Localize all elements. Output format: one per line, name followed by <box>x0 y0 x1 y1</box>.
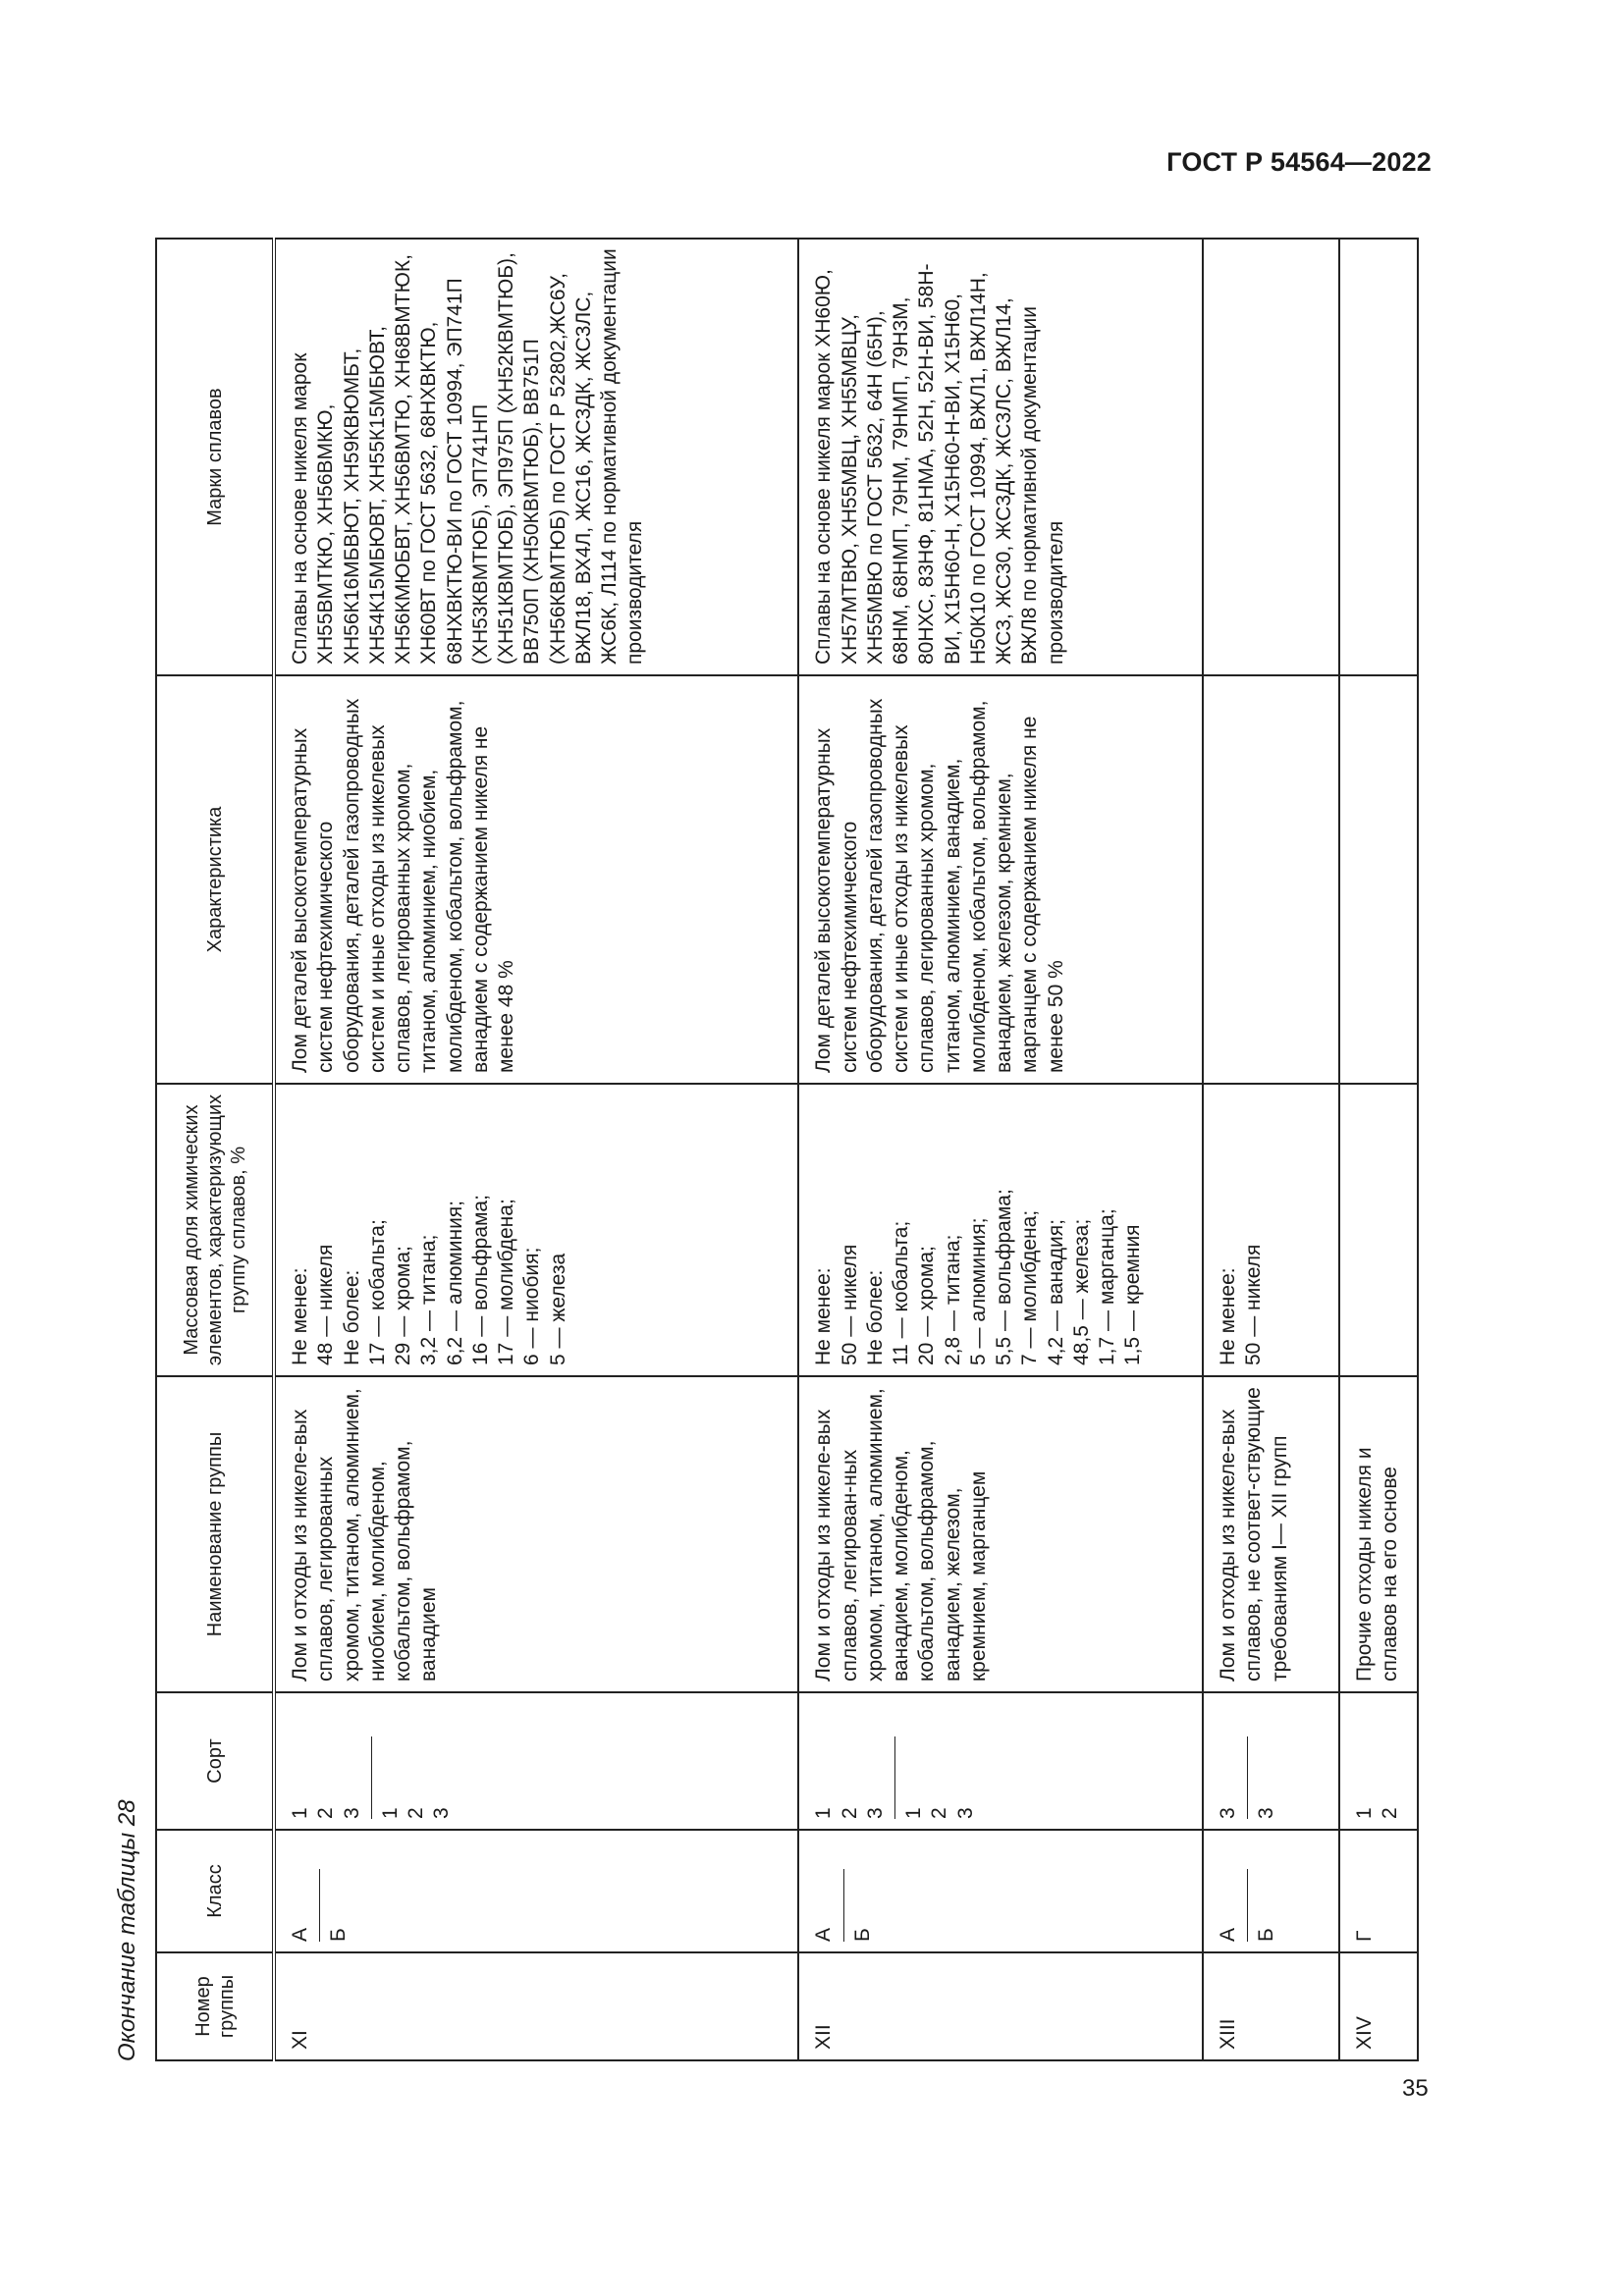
mass-line: 50 — никеля <box>838 1244 861 1365</box>
sort-value: 1 <box>812 1807 836 1819</box>
col-header-mass-fraction: Массовая доля химических элементов, характеризующих группу сплавов, % <box>156 1084 274 1376</box>
col-header-alloy-grades: Марки сплавов <box>156 239 274 675</box>
mass-line: Не менее: <box>1217 1267 1240 1365</box>
alloy-grades-cell: Сплавы на основе никеля марок ХН60Ю, ХН57МТВЮ, ХН55МВЦ, ХН55МВЦУ, ХН55МВЮ по ГОСТ 5632, 64Н (65Н), 68НМ, 68НМП, 79НМ, 79НМП, 79Н3М, 80НХС, 83НФ, 81НМА, 52Н, 52Н-ВИ, 58Н-ВИ, Х15Н60-Н, Х15Н60-Н-ВИ, Х15Н60, Н50К10 по ГОСТ 10994, ВЖЛ1, ВЖЛ14Н, ЖС3, ЖС30, ЖС3ДК, ЖС3ЛС, ВЖЛ14, ВЖЛ8 по нормативной документации производителя <box>798 239 1203 675</box>
sort-value: 2 <box>928 1807 951 1819</box>
mass-line: 29 — хрома; <box>392 1246 414 1365</box>
sort-value: 1 <box>289 1807 311 1819</box>
table-row <box>1339 239 1418 2060</box>
sort-value: 3 <box>863 1807 887 1819</box>
sort-value: 3 <box>953 1807 977 1819</box>
characteristic-cell <box>1339 675 1418 1084</box>
class-cell <box>1339 1830 1418 1952</box>
rotated-table-block <box>108 216 1424 2061</box>
mass-fraction-cell <box>1203 1084 1339 1376</box>
mass-line: 2,8 — титана; <box>941 1234 964 1365</box>
table-header-row <box>156 239 274 2060</box>
mass-line: 48,5 — железа; <box>1069 1218 1093 1365</box>
col-header-characteristic: Характеристика <box>156 675 274 1084</box>
class-a: А <box>289 1927 311 1942</box>
mass-line: 50 — никеля <box>1242 1244 1266 1365</box>
group-name: Лом и отходы из никеле-вых сплавов, легирован-ных хромом, титаном, алюминием, ванадием, молибденом, кобальтом, вольфрамом, ванадием, железом, кремнием, марганцем <box>798 1376 1203 1692</box>
mass-fraction-cell <box>798 1084 1203 1376</box>
mass-line: 5,5 — вольфрама; <box>993 1189 1016 1365</box>
mass-line: 7 — молибдена; <box>1018 1209 1042 1365</box>
group-number: XIII <box>1203 1952 1339 2060</box>
mass-line: Не менее: <box>812 1267 836 1365</box>
mass-line: 11 — кобальта; <box>890 1220 913 1365</box>
mass-line: 5 — алюминия; <box>966 1217 990 1365</box>
group-number: XII <box>798 1952 1203 2060</box>
alloy-groups-table <box>155 238 1419 2061</box>
sort-cell <box>1203 1692 1339 1830</box>
col-header-group-no: Номер группы <box>156 1952 274 2060</box>
mass-line: Не более: <box>863 1269 887 1365</box>
mass-line: 17 — молибдена; <box>495 1199 517 1365</box>
sort-cell <box>274 1692 798 1830</box>
sort-cell <box>798 1692 1203 1830</box>
mass-line: 5 — железа <box>546 1253 569 1365</box>
mass-line: 17 — кобальта; <box>365 1219 389 1365</box>
mass-line: Не более: <box>340 1269 363 1365</box>
table-row <box>798 239 1203 2060</box>
sort-value: 2 <box>838 1807 861 1819</box>
mass-line: 1,5 — кремния <box>1121 1224 1145 1365</box>
mass-line: 16 — вольфрама; <box>468 1195 492 1365</box>
characteristic-cell: Лом деталей высокотемпературных систем нефтехимического оборудования, деталей газопроводных систем и иные отходы из никелевых сплавов, легированных хромом, титаном, алюминием, ниобием, молибденом, кобальтом, вольфрамом, ванадием с содержанием никеля не менее 48 % <box>274 675 798 1084</box>
class-a: А <box>1217 1927 1240 1942</box>
mass-line: 3,2 — титана; <box>417 1234 441 1365</box>
group-name: Прочие отходы никеля и сплавов на его основе <box>1339 1376 1418 1692</box>
table-caption: Окончание таблицы 28 <box>114 1799 140 2061</box>
class-cell <box>1203 1830 1339 1952</box>
class-b: Б <box>850 1928 874 1942</box>
mass-line: 4,2 — ванадия; <box>1044 1219 1067 1365</box>
sort-value: 2 <box>314 1807 338 1819</box>
group-number: XI <box>274 1952 798 2060</box>
col-header-group-name: Наименование группы <box>156 1376 274 1692</box>
mass-fraction-cell <box>1339 1084 1418 1376</box>
sort-value: 3 <box>430 1807 454 1819</box>
alloy-grades-cell <box>1339 239 1418 675</box>
class-cell <box>274 1830 798 1952</box>
class-b: Б <box>1255 1928 1278 1942</box>
col-header-sort: Сорт <box>156 1692 274 1830</box>
class-b: Б <box>327 1928 351 1942</box>
mass-line: 48 — никеля <box>314 1244 338 1365</box>
sort-value: 1 <box>1352 1807 1376 1819</box>
mass-line: 20 — хрома; <box>915 1246 939 1365</box>
sort-value: 2 <box>1378 1807 1401 1819</box>
group-name: Лом и отходы из никеле-вых сплавов, легированных хромом, титаном, алюминием, ниобием, молибденом, кобальтом, вольфрамом, ванадием <box>274 1376 798 1692</box>
alloy-grades-cell <box>1203 239 1339 675</box>
class-cell <box>798 1830 1203 1952</box>
sort-value: 3 <box>1255 1807 1278 1819</box>
class-a: А <box>812 1927 836 1942</box>
col-header-class: Класс <box>156 1830 274 1952</box>
characteristic-cell <box>1203 675 1339 1084</box>
sort-value: 1 <box>378 1807 402 1819</box>
group-name: Лом и отходы из никеле-вых сплавов, не соответ-ствующие требованиям I— XII групп <box>1203 1376 1339 1692</box>
characteristic-cell: Лом деталей высокотемпературных систем нефтехимического оборудования, деталей газопроводных систем и иные отходы из никелевых сплавов, легированных хромом, титаном, алюминием, ванадием, молибденом, кобальтом, вольфрамом, ванадием, железом, кремнием, марганцем с содержанием никеля не менее 50 % <box>798 675 1203 1084</box>
mass-line: 1,7 — марганца; <box>1096 1208 1119 1365</box>
table-row <box>274 239 798 2060</box>
mass-line: 6 — ниобия; <box>520 1247 544 1365</box>
sort-value: 3 <box>340 1807 363 1819</box>
page-number: 35 <box>1402 2075 1429 2102</box>
document-code: ГОСТ Р 54564—2022 <box>1166 147 1432 177</box>
sort-cell <box>1339 1692 1418 1830</box>
mass-line: Не менее: <box>289 1267 311 1365</box>
mass-fraction-cell <box>274 1084 798 1376</box>
sort-value: 1 <box>902 1807 926 1819</box>
table-row <box>1203 239 1339 2060</box>
sort-value: 2 <box>405 1807 427 1819</box>
alloy-grades-cell: Сплавы на основе никеля марок ХН55ВМТКЮ, ХН56ВМКЮ, ХН56К16МБВЮТ, ХН59КВЮМБТ, ХН54К15МБЮВТ, ХН55К15МБЮВТ, ХН56КМЮБВТ, ХН56ВМТЮ, ХН68ВМТЮК, ХН60ВТ по ГОСТ 5632, 68НХВКТЮ, 68НХВКТЮ-ВИ по ГОСТ 10994, ЭП741П (ХН53КВМТЮБ), ЭП741НП (ХН51КВМТЮБ), ЭП975П (ХН52КВМТЮБ), ВВ750П (ХН50КВМТЮБ), ВВ751П (ХН56КВМТЮБ) по ГОСТ Р 52802,ЖС6У, ВЖЛ18, ВХ4Л, ЖС16, ЖС3ДК, ЖС3ЛС, ЖС6К, Л114 по нормативной документации производителя <box>274 239 798 675</box>
class-a: Г <box>1352 1930 1376 1942</box>
mass-line: 6,2 — алюминия; <box>443 1200 466 1365</box>
group-number: XIV <box>1339 1952 1418 2060</box>
sort-value: 3 <box>1217 1807 1240 1819</box>
